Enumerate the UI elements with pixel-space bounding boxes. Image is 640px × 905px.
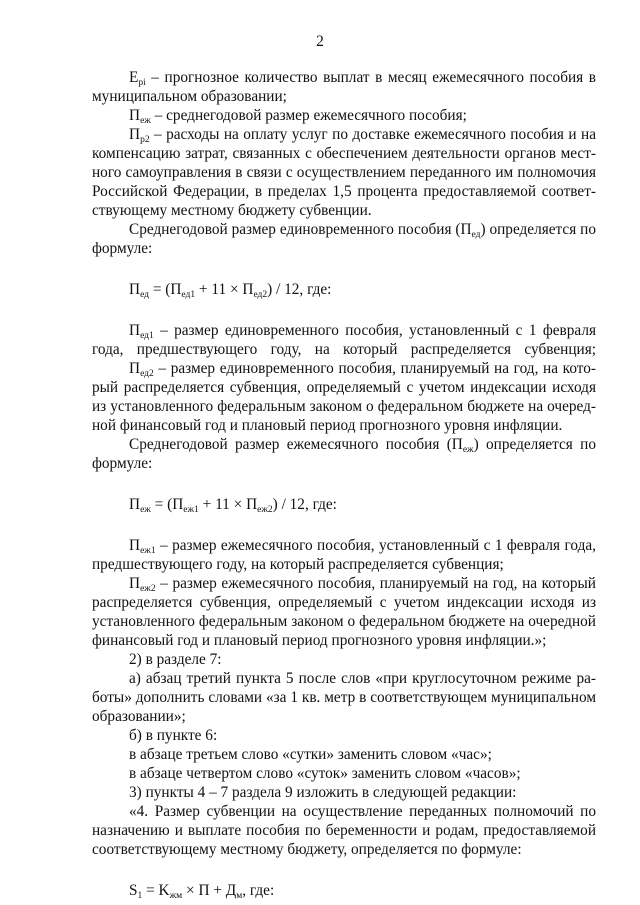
text-line-16: из установленного федеральным законом о федеральном бюджете на очеред- [92, 398, 596, 415]
text-line-2: муниципальном образовании; [92, 88, 287, 105]
text-line-18: Среднегодовой размер ежемесячного пособия $(П_{еж})$ определяется по [129, 436, 596, 455]
text-line-4: $П_{р2}$ – расходы на оплату услуг по доставке ежемесячного пособия и на [129, 126, 596, 145]
text-line-30: образовании»; [92, 708, 186, 725]
text-line-15: рый распределяется субвенция, определяемый с учетом индексации исходя [92, 379, 596, 396]
text-line-20: $П_{еж} = (П_{еж1} + 11 \times П_{еж2}) / 12$, где: [129, 496, 337, 515]
text-line-17: ной финансовый год и плановый период прогнозного уровня инфляции. [92, 417, 563, 434]
text-line-24: распределяется субвенция, определяемый с учетом индексации исходя из [92, 594, 596, 611]
text-line-1: $E_{pi}$ – прогнозное количество выплат в месяц ежемесячного пособия в [129, 69, 596, 88]
text-line-10: формуле: [92, 240, 153, 257]
text-line-33: в абзаце четвертом слово «суток» заменить словом «часов»; [129, 765, 521, 782]
text-line-31: б) в пункте 6: [129, 727, 218, 744]
text-line-12: $П_{ед1}$ – размер единовременного пособия, установленный с 1 февраля [129, 322, 596, 341]
text-line-29: боты» дополнить словами «за 1 кв. метр в соответствующем муниципальном [92, 689, 596, 706]
text-line-35: «4. Размер субвенции на осуществление переданных полномочий по [129, 803, 596, 820]
text-line-14: $П_{ед2}$ – размер единовременного пособия, планируемый на год, на кото- [129, 360, 596, 379]
text-line-37: соответствующему местному бюджету, определяется по формуле: [92, 841, 522, 858]
text-line-6: ного самоуправления в связи с осуществлением переданного им полномочия [92, 164, 596, 181]
text-line-34: 3) пункты 4 – 7 раздела 9 изложить в следующей редакции: [129, 784, 517, 801]
text-line-7: Российской Федерации, в пределах 1,5 процента предоставляемой соответ- [92, 183, 596, 200]
text-line-26: финансовый год и плановый период прогнозного уровня инфляции.»; [92, 632, 547, 649]
text-line-19: формуле: [92, 455, 153, 472]
text-line-21: $П_{еж1}$ – размер ежемесячного пособия, установленный с 1 февраля года, [129, 537, 596, 556]
text-line-36: назначению и выплате пособия по беременности и родам, предоставляемой [92, 822, 596, 839]
text-line-27: 2) в разделе 7: [129, 651, 222, 668]
text-line-22: предшествующего году, на который распределяется субвенция; [92, 556, 504, 573]
text-line-8: ствующему местному бюджету субвенции. [92, 202, 372, 219]
page-number: 2 [316, 33, 324, 50]
text-line-9: Среднегодовой размер единовременного пособия $(П_{ед})$ определяется по [129, 221, 596, 240]
text-line-11: $П_{ед} = (П_{ед1} + 11 \times П_{ед2}) / 12$, где: [129, 281, 332, 300]
text-line-3: $П_{еж}$ – среднегодовой размер ежемесячного пособия; [129, 107, 467, 126]
text-line-5: компенсацию затрат, связанных с обеспечением деятельности органов мест- [92, 145, 596, 162]
text-line-23: $П_{еж2}$ – размер ежемесячного пособия, планируемый на год, на который [129, 575, 596, 594]
text-line-13: года, предшествующего году, на который распределяется субвенция; [92, 341, 596, 358]
text-line-28: а) абзац третий пункта 5 после слов «при круглосуточном режиме ра- [129, 670, 596, 687]
text-line-25: установленного федеральным законом о федеральном бюджете на очередной [92, 613, 596, 630]
text-line-32: в абзаце третьем слово «сутки» заменить словом «час»; [129, 746, 492, 763]
text-line-38: $S_1 = K_{жм} \times П + Д_м$, где: [129, 882, 275, 901]
